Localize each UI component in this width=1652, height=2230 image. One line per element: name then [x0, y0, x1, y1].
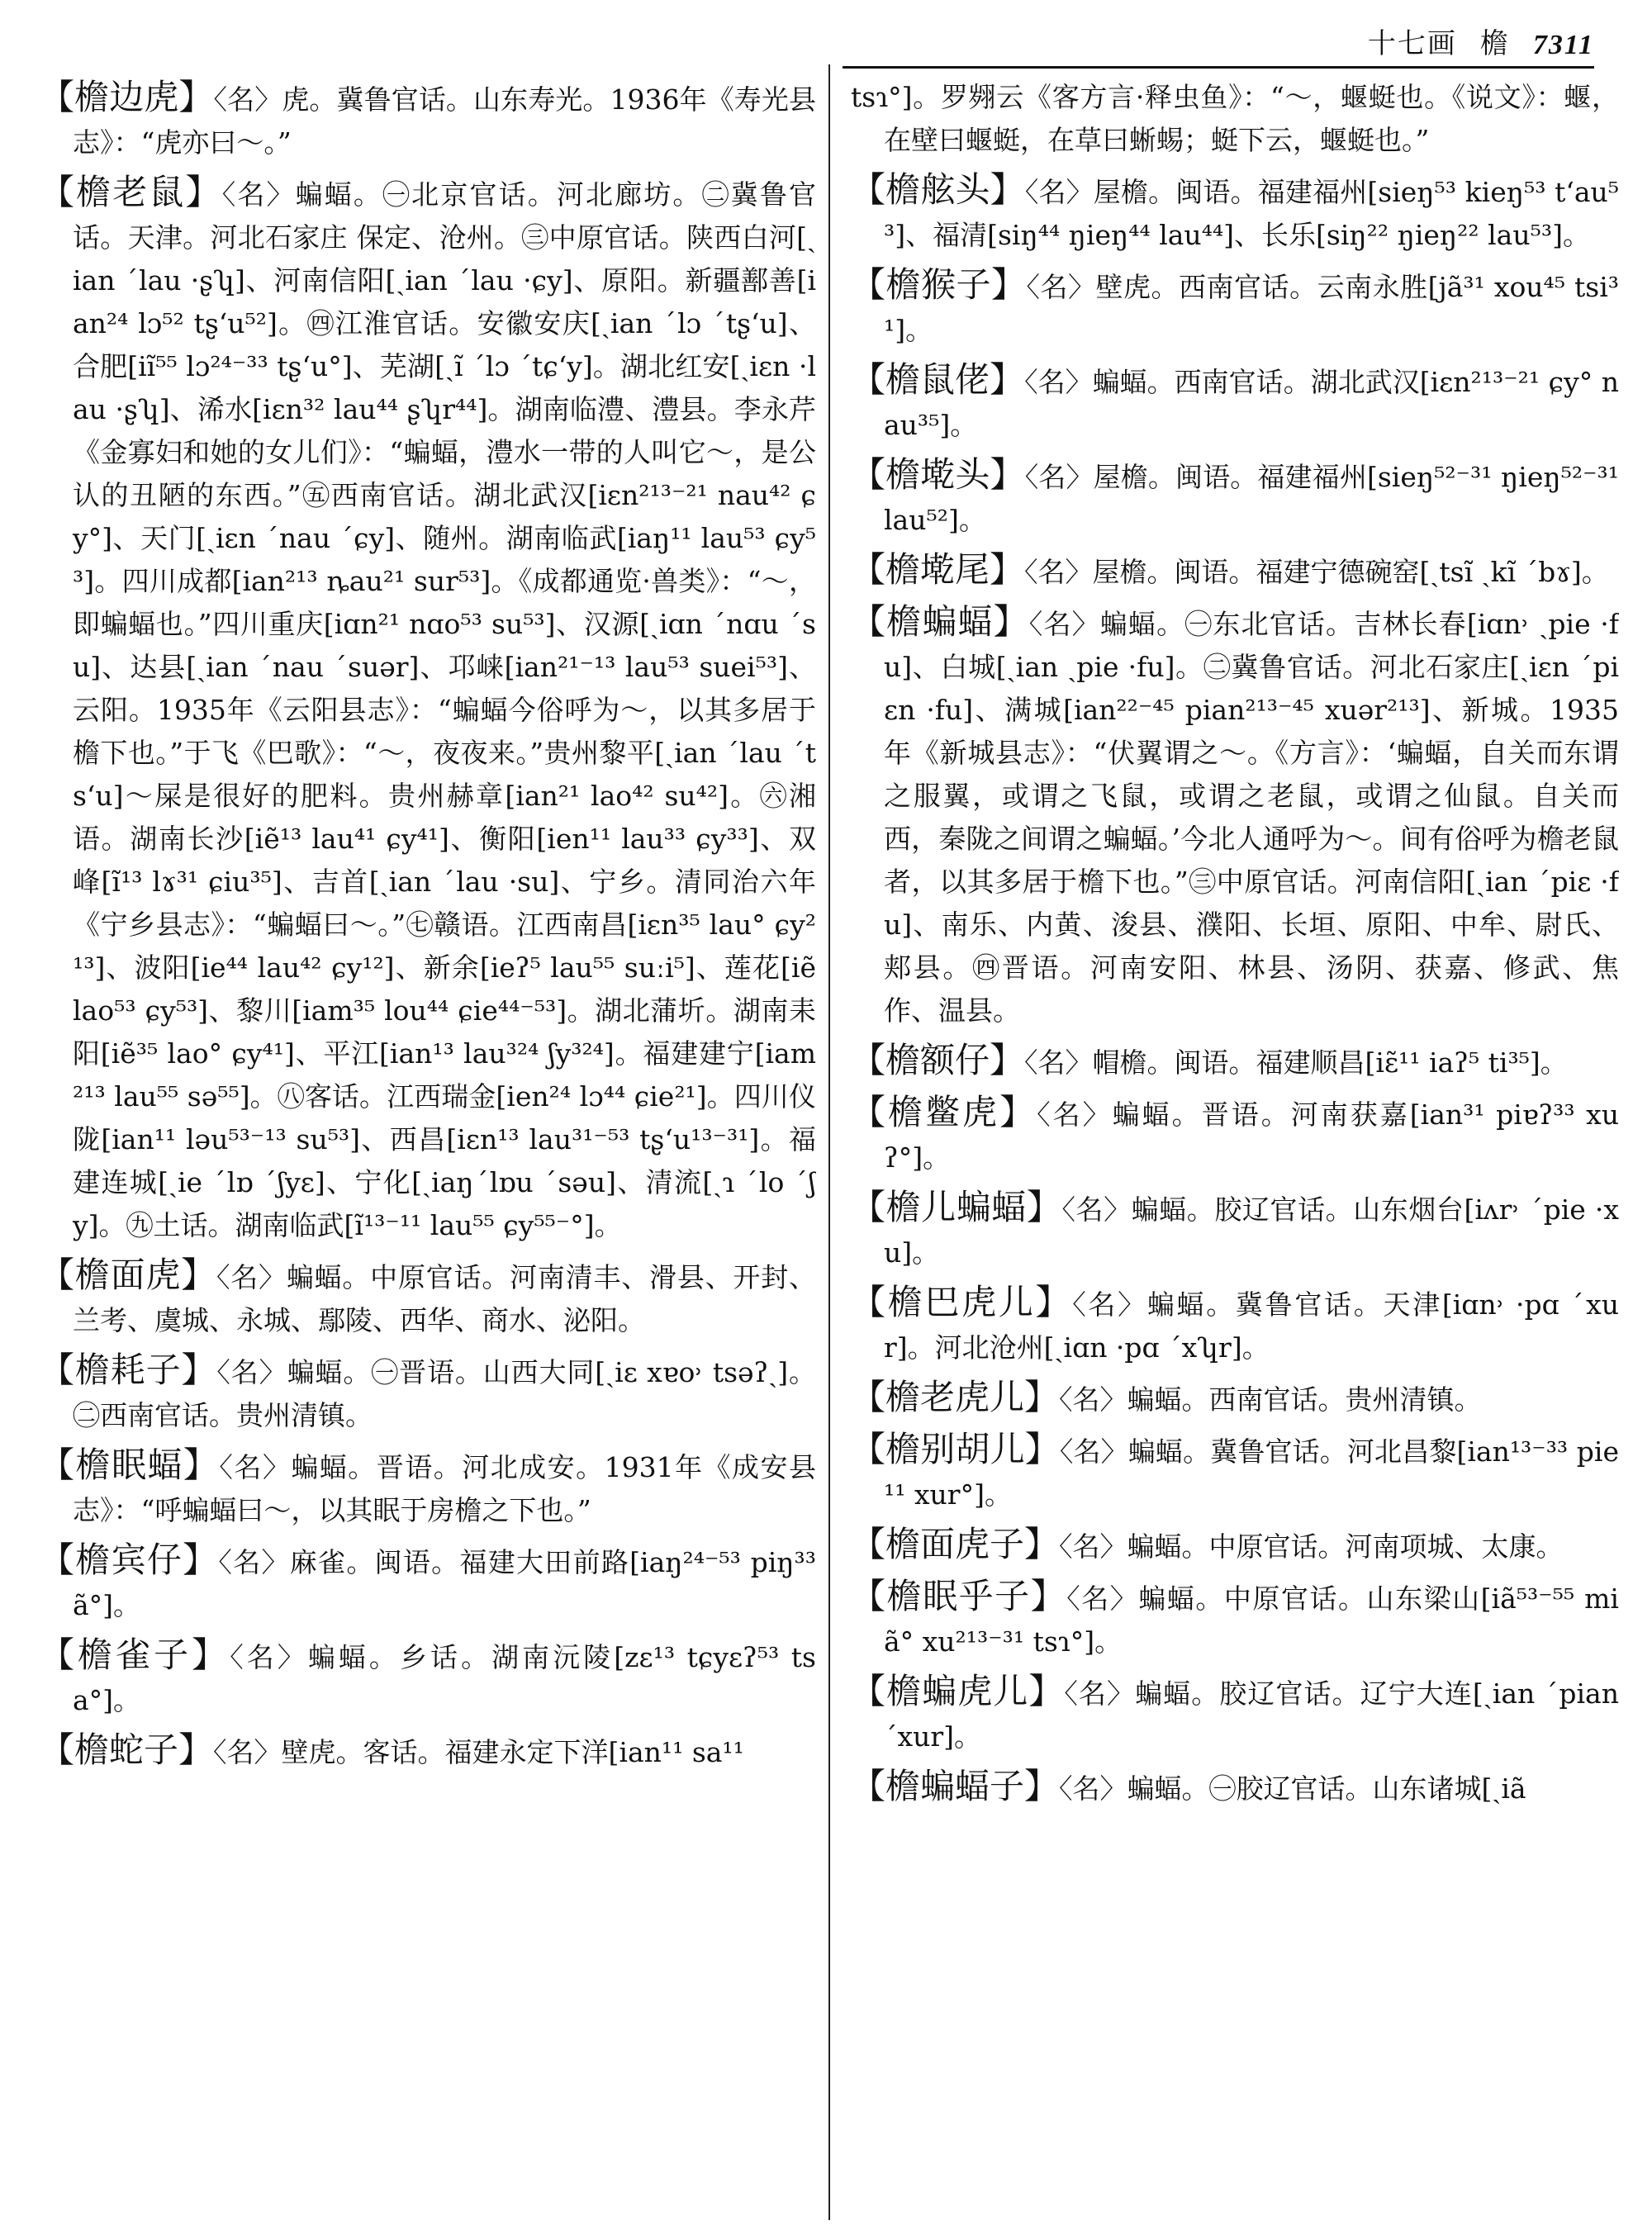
page-number: 7311: [1532, 30, 1594, 60]
entry-headword: 【檐雀子】: [40, 1635, 230, 1675]
entry-headword: 【檐面虎】: [40, 1255, 216, 1295]
dictionary-entry: [851, 1281, 1619, 1369]
page-header: [843, 20, 1594, 69]
entry-definition: 〈名〉蝙蝠。晋语。河北成安。1931年《成安县志》：“呼蝙蝠曰～，以其眠于房檐之下也。”: [73, 1451, 816, 1526]
entry-definition: 〈名〉蝙蝠。㊀胶辽官话。山东诸城[ˏiã: [1059, 1772, 1526, 1805]
entry-headword: 【檐眠蝠】: [40, 1445, 220, 1485]
entry-headword: 【檐眠乎子】: [851, 1576, 1067, 1616]
entry-headword: 【檐老虎儿】: [851, 1377, 1060, 1417]
dictionary-entry: [40, 1254, 816, 1342]
right-column: [851, 76, 1619, 2219]
dictionary-entry: [851, 1670, 1619, 1758]
dictionary-entry: [851, 263, 1619, 352]
entry-headword: 【檐耗子】: [40, 1350, 217, 1390]
dictionary-entry: [851, 168, 1619, 257]
column-divider: [828, 64, 830, 2220]
dictionary-entry: [40, 171, 816, 1247]
dictionary-entry: [851, 1376, 1619, 1421]
index-character: 檐: [1479, 27, 1510, 60]
dictionary-entry: [851, 1523, 1619, 1568]
dictionary-entry: [40, 76, 816, 164]
dictionary-entry: [851, 1575, 1619, 1663]
entry-definition: 〈名〉蝙蝠。胶辽官话。辽宁大连[ˏian ˊpian ˊxur]。: [884, 1677, 1619, 1753]
dictionary-entry: [851, 453, 1619, 542]
dictionary-entry: [851, 1428, 1619, 1516]
entry-definition: 〈名〉屋檐。闽语。福建宁德碗窑[ˏtsĩ ˏkĩ ˊbɤ]。: [1024, 556, 1609, 588]
entry-headword: 【檐猴子】: [851, 264, 1027, 305]
entry-definition: 〈名〉蝙蝠。西南官话。贵州清镇。: [1059, 1383, 1482, 1416]
entry-headword: 【檐别胡儿】: [851, 1429, 1060, 1469]
dictionary-entry: [40, 1444, 816, 1532]
dictionary-entry: [40, 1539, 816, 1627]
entry-definition: 〈名〉蝙蝠。中原官话。河南项城、太康。: [1059, 1530, 1564, 1563]
entry-headword: 【檐边虎】: [40, 77, 214, 117]
entry-headword: 【檐舷头】: [851, 169, 1025, 210]
dictionary-entry: [851, 76, 1619, 162]
left-column: [40, 76, 816, 2219]
entry-definition: 〈名〉帽檐。闽语。福建顺昌[iɛ̃¹¹ iaʔ⁵ ti³⁵]。: [1024, 1046, 1568, 1079]
entry-headword: 【檐额仔】: [851, 1040, 1025, 1080]
entry-definition: 〈名〉蝙蝠。㊀东北官话。吉林长春[iɑn˒ ˏpie ·fu]、白城[ˏian ˏpie ·fu]。㊁冀鲁官话。河北石家庄[ˏiɛn ˊpiɛn ·fu]、满城[ian²²⁻⁴⁵ pian²¹³⁻⁴⁵ xuər²¹³]、新城。1935年《新城县志》：“伏翼谓之～。《方言》：‘蝙蝠，自关而东谓之服翼，或谓之飞鼠，或谓之老鼠，或谓之仙鼠。自关而西，秦陇之间谓之蝙蝠。’今北人通呼为～。间有俗呼为檐老鼠者，以其多居于檐下也。”㊂中原官话。河南信阳[ˏian ˊpiɛ ·fu]、南乐、内黄、浚县、濮阳、长垣、原阳、中牟、尉氏、郏县。㊃晋语。河南安阳、林县、汤阴、获嘉、修武、焦作、温县。: [884, 608, 1619, 1027]
entry-definition: 〈名〉蝙蝠。冀鲁官话。河北昌黎[ian¹³⁻³³ pie¹¹ xur°]。: [884, 1435, 1619, 1511]
entry-headword: 【檐儿蝙蝠】: [851, 1187, 1062, 1227]
dictionary-entry: [851, 600, 1619, 1032]
dictionary-entry: [851, 1765, 1619, 1810]
entry-headword: 【檐宾仔】: [40, 1540, 219, 1580]
section-label: 十七画: [1367, 27, 1457, 60]
entry-definition: 〈名〉蝙蝠。胶辽官话。山东烟台[iʌr˒ ˊpie ·xu]。: [884, 1193, 1619, 1269]
dictionary-entry: [851, 1039, 1619, 1084]
entry-headword: 【檐鼠佬】: [851, 359, 1025, 400]
entry-headword: 【檐面虎子】: [851, 1524, 1060, 1564]
dictionary-entry: [851, 1186, 1619, 1274]
dictionary-entry: [40, 1634, 816, 1722]
entry-definition: tsɿ°]。罗翙云《客方言·释虫鱼》：“～，蝘蜓也。《说文》：蝘，在壁曰蝘蜓，在草曰蜥蜴；蜓下云，蝘蜓也。”: [851, 81, 1619, 156]
entry-definition: 〈名〉蝙蝠。㊀北京官话。河北廊坊。㊁冀鲁官话。天津。河北石家庄 保定、沧州。㊂中原官话。陕西白河[ˏian ˊlau ·ʂʮ]、河南信阳[ˏian ˊlau ·ɕy]、原阳。新疆鄯善[ian²⁴ lɔ⁵² tʂʻu⁵²]。㊃江淮官话。安徽安庆[ˏian ˊlɔ ˊtʂʻu]、合肥[iĩ⁵⁵ lɔ²⁴⁻³³ tʂʻu°]、芜湖[ˏĩ ˊlɔ ˊtɕʻy]。湖北红安[ˏiɛn ·lau ·ʂʮ]、浠水[iɛn³² lau⁴⁴ ʂʮr⁴⁴]。湖南临澧、澧县。李永芹《金寡妇和她的女儿们》：“蝙蝠，澧水一带的人叫它～，是公认的丑陋的东西。”㊄西南官话。湖北武汉[iɛn²¹³⁻²¹ nau⁴² ɕy°]、天门[ˏiɛn ˊnau ˊɕy]、随州。湖南临武[iaŋ¹¹ lau⁵³ ɕy⁵³]。四川成都[ian²¹³ ȵau²¹ sur⁵³]。《成都通览·兽类》：“～，即蝙蝠也。”四川重庆[iɑn²¹ nɑo⁵³ su⁵³]、汉源[ˏiɑn ˊnɑu ˊsu]、达县[ˏian ˊnau ˊsuər]、邛崃[ian²¹⁻¹³ lau⁵³ suei⁵³]、云阳。1935年《云阳县志》：“蝙蝠今俗呼为～，以其多居于檐下也。”于飞《巴歌》：“～，夜夜来。”贵州黎平[ˏian ˊlau ˊtsʻu]～屎是很好的肥料。贵州赫章[ian²¹ lao⁴² su⁴²]。㊅湘语。湖南长沙[iẽ¹³ lau⁴¹ ɕy⁴¹]、衡阳[ien¹¹ lau³³ ɕy³³]、双峰[ĩ¹³ lɤ³¹ ɕiu³⁵]、吉首[ˏian ˊlau ·su]、宁乡。清同治六年《宁乡县志》：“蝙蝠曰～。”㊆赣语。江西南昌[iɛn³⁵ lau° ɕy²¹³]、波阳[ie⁴⁴ lau⁴² ɕy¹²]、新余[ieʔ⁵ lau⁵⁵ suːi⁵]、莲花[iẽ lao⁵³ ɕy⁵³]、黎川[iam³⁵ lou⁴⁴ ɕie⁴⁴⁻⁵³]。湖北蒲圻。湖南耒阳[iẽ³⁵ lao° ɕy⁴¹]、平江[ian¹³ lau³²⁴ ʃy³²⁴]。福建建宁[iam²¹³ lau⁵⁵ sə⁵⁵]。㊇客话。江西瑞金[ien²⁴ lɔ⁴⁴ ɕie²¹]。四川仪陇[ian¹¹ ləu⁵³⁻¹³ su⁵³]、西昌[iɛn¹³ lau³¹⁻⁵³ tʂʻu¹³⁻³¹]。福建连城[ˏie ˊlɒ ˊʃyɛ]、宁化[ˏiaŋˊlɒu ˊsəu]、清流[ˏɿ ˊlo ˊʃy]。㊈土话。湖南临武[ĩ¹³⁻¹¹ lau⁵⁵ ɕy⁵⁵⁻°]。: [73, 178, 816, 1241]
entry-definition: 〈名〉屋檐。闽语。福建福州[sieŋ⁵³ kieŋ⁵³ tʻau⁵³]、福清[siŋ⁴⁴ ŋieŋ⁴⁴ lau⁴⁴]、长乐[siŋ²² ŋieŋ²² lau⁵³]。: [884, 176, 1619, 251]
entry-definition: 〈名〉壁虎。西南官话。云南永胜[jã³¹ xou⁴⁵ tsi³¹]。: [884, 271, 1619, 346]
entry-headword: 【檐蝙虎儿】: [851, 1671, 1065, 1711]
entry-headword: 【檐蛇子】: [40, 1729, 214, 1770]
entry-headword: 【檐蝙蝠子】: [851, 1766, 1060, 1806]
entry-definition: 〈名〉蝙蝠。晋语。河南获嘉[ian³¹ piɐʔ³³ xuʔ°]。: [884, 1098, 1619, 1174]
entry-headword: 【檐鳖虎】: [851, 1092, 1037, 1132]
entry-headword: 【檐巴虎儿】: [851, 1282, 1073, 1322]
entry-headword: 【檐蝙蝠】: [851, 601, 1029, 642]
entry-headword: 【檐墘尾】: [851, 549, 1025, 590]
dictionary-entry: [851, 548, 1619, 594]
entry-definition: 〈名〉蝙蝠。中原官话。河南清丰、滑县、开封、兰考、虞城、永城、鄢陵、西华、商水、泌阳。: [73, 1261, 816, 1336]
entry-definition: 〈名〉壁虎。客话。福建永定下洋[ian¹¹ sa¹¹: [213, 1736, 744, 1768]
entry-headword: 【檐老鼠】: [40, 172, 222, 212]
entry-definition: 〈名〉屋檐。闽语。福建福州[sieŋ⁵²⁻³¹ ŋieŋ⁵²⁻³¹ lau⁵²]。: [884, 461, 1619, 536]
entry-definition: 〈名〉蝙蝠。西南官话。湖北武汉[iɛn²¹³⁻²¹ ɕy° nau³⁵]。: [884, 366, 1619, 441]
entry-definition: 〈名〉麻雀。闽语。福建大田前路[iaŋ²⁴⁻⁵³ piŋ³³ ã°]。: [73, 1546, 816, 1621]
dictionary-entry: [851, 358, 1619, 447]
dictionary-entry: [40, 1349, 816, 1437]
dictionary-entry: [851, 1091, 1619, 1179]
entry-definition: 〈名〉虎。冀鲁官话。山东寿光。1936年《寿光县志》：“虎亦曰～。”: [73, 83, 816, 159]
entry-definition: 〈名〉蝙蝠。㊀晋语。山西大同[ˏiɛ xɐo˒ tsəʔˏ]。㊁西南官话。贵州清镇。: [73, 1356, 816, 1431]
dictionary-entry: [40, 1729, 816, 1774]
entry-definition: 〈名〉蝙蝠。冀鲁官话。天津[iɑn˒ ·pɑ ˊxur]。河北沧州[ˏiɑn ·pɑ ˊxʮr]。: [884, 1288, 1619, 1364]
entry-headword: 【檐墘头】: [851, 454, 1025, 495]
entry-definition: 〈名〉蝙蝠。中原官话。山东梁山[iã⁵³⁻⁵⁵ miã° xu²¹³⁻³¹ tsɿ°]。: [884, 1582, 1619, 1658]
entry-definition: 〈名〉蝙蝠。乡话。湖南沅陵[zɛ¹³ tɕyɛʔ⁵³ tsa°]。: [73, 1641, 816, 1716]
